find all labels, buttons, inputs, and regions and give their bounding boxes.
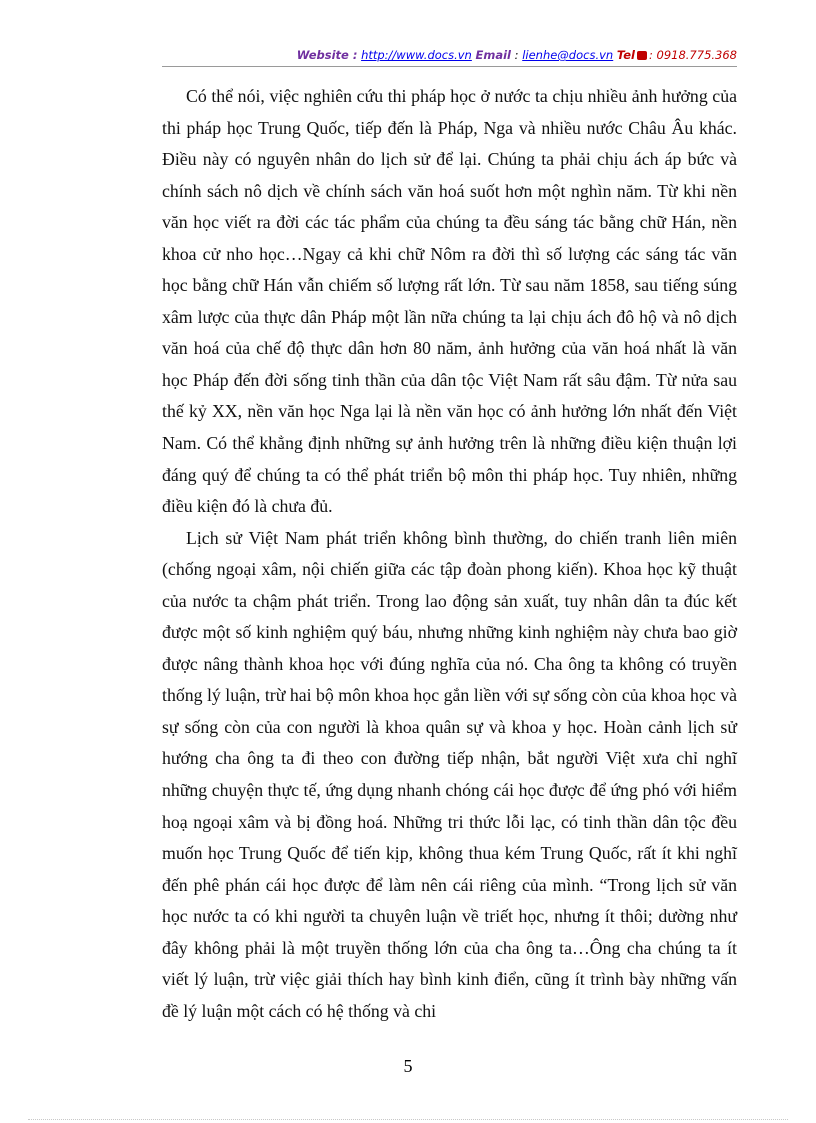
- website-label: Website :: [296, 48, 358, 62]
- tel-number: : 0918.775.368: [648, 48, 737, 62]
- paragraph-2: Lịch sử Việt Nam phát triển không bình thường, do chiến tranh liên miên (chống ngoại xâm, nội chiến giữa các tập đoàn phong kiến). Khoa học kỹ thuật của nước ta chậm phát triển. Trong lao động sản xuất, tuy nhân dân ta đúc kết được một số kinh nghiệm quý báu, nhưng những kinh nghiệm này chưa bao giờ được nâng thành khoa học với đúng nghĩa của nó. Cha ông ta không có truyền thống lý luận, trừ hai bộ môn khoa học gắn liền với sự sống còn của khoa học và sự sống còn của con người là khoa quân sự và khoa y học. Hoàn cảnh lịch sử hướng cha ông ta đi theo con đường tiếp nhận, bắt người Việt xưa chỉ nghĩ những chuyện thực tế, ứng dụng nhanh chóng cái học được để ứng phó với hiểm hoạ ngoại xâm và bị đồng hoá. Những tri thức lỗi lạc, có tinh thần dân tộc đều muốn học Trung Quốc để tiến kịp, không thua kém Trung Quốc, rất ít khi nghĩ đến phê phán cái học được để làm nên cái riêng của mình. “Trong lịch sử văn học nước ta có khi người ta chuyên luận về triết học, nhưng ít thôi; dường như đây không phải là một truyền thống lớn của cha ông ta…Ông cha chúng ta ít viết lý luận, trừ việc giải thích hay bình kinh điển, cũng ít trình bày những vấn đề lý luận một cách có hệ thống và chi: [162, 527, 737, 1021]
- email-link[interactable]: lienhe@docs.vn: [522, 48, 614, 62]
- email-label: Email: [475, 48, 511, 62]
- page-body: [162, 81, 737, 1027]
- paragraph-1: Có thể nói, việc nghiên cứu thi pháp học ở nước ta chịu nhiều ảnh hưởng của thi pháp học Trung Quốc, tiếp đến là Pháp, Nga và nhiều nước Châu Âu khác. Điều này có nguyên nhân do lịch sử để lại. Chúng ta phải chịu ách áp bức và chính sách nô dịch về chính sách văn hoá suốt hơn một nghìn năm. Từ khi nền văn học viết ra đời các tác phẩm của chúng ta đều sáng tác bằng chữ Hán, nền khoa cử nho học…Ngay cả khi chữ Nôm ra đời thì số lượng các sáng tác văn học bằng chữ Hán vẫn chiếm số lượng rất lớn. Từ sau năm 1858, sau tiếng súng xâm lược của thực dân Pháp một lần nữa chúng ta lại chịu ách đô hộ và nô dịch văn hoá của chế độ thực dân hơn 80 năm, ảnh hưởng của văn hoá nhất là văn học Pháp đến đời sống tinh thần của dân tộc Việt Nam rất sâu đậm. Từ nửa sau thế kỷ XX, nền văn học Nga lại là nền văn học có ảnh hưởng lớn nhất đến Việt Nam. Có thể khẳng định những sự ảnh hưởng trên là những điều kiện thuận lợi đáng quý để chúng ta có thể phát triển bộ môn thi pháp học. Tuy nhiên, những điều kiện đó là chưa đủ.: [162, 86, 737, 517]
- website-link[interactable]: http://www.docs.vn: [361, 48, 472, 62]
- tel-label: Tel: [616, 48, 635, 62]
- page-header: [162, 48, 737, 66]
- phone-icon: [637, 51, 647, 60]
- header-divider: [162, 66, 737, 67]
- email-separator: :: [511, 48, 523, 62]
- footer-divider: [28, 1119, 788, 1120]
- page-number: 5: [403, 1056, 413, 1076]
